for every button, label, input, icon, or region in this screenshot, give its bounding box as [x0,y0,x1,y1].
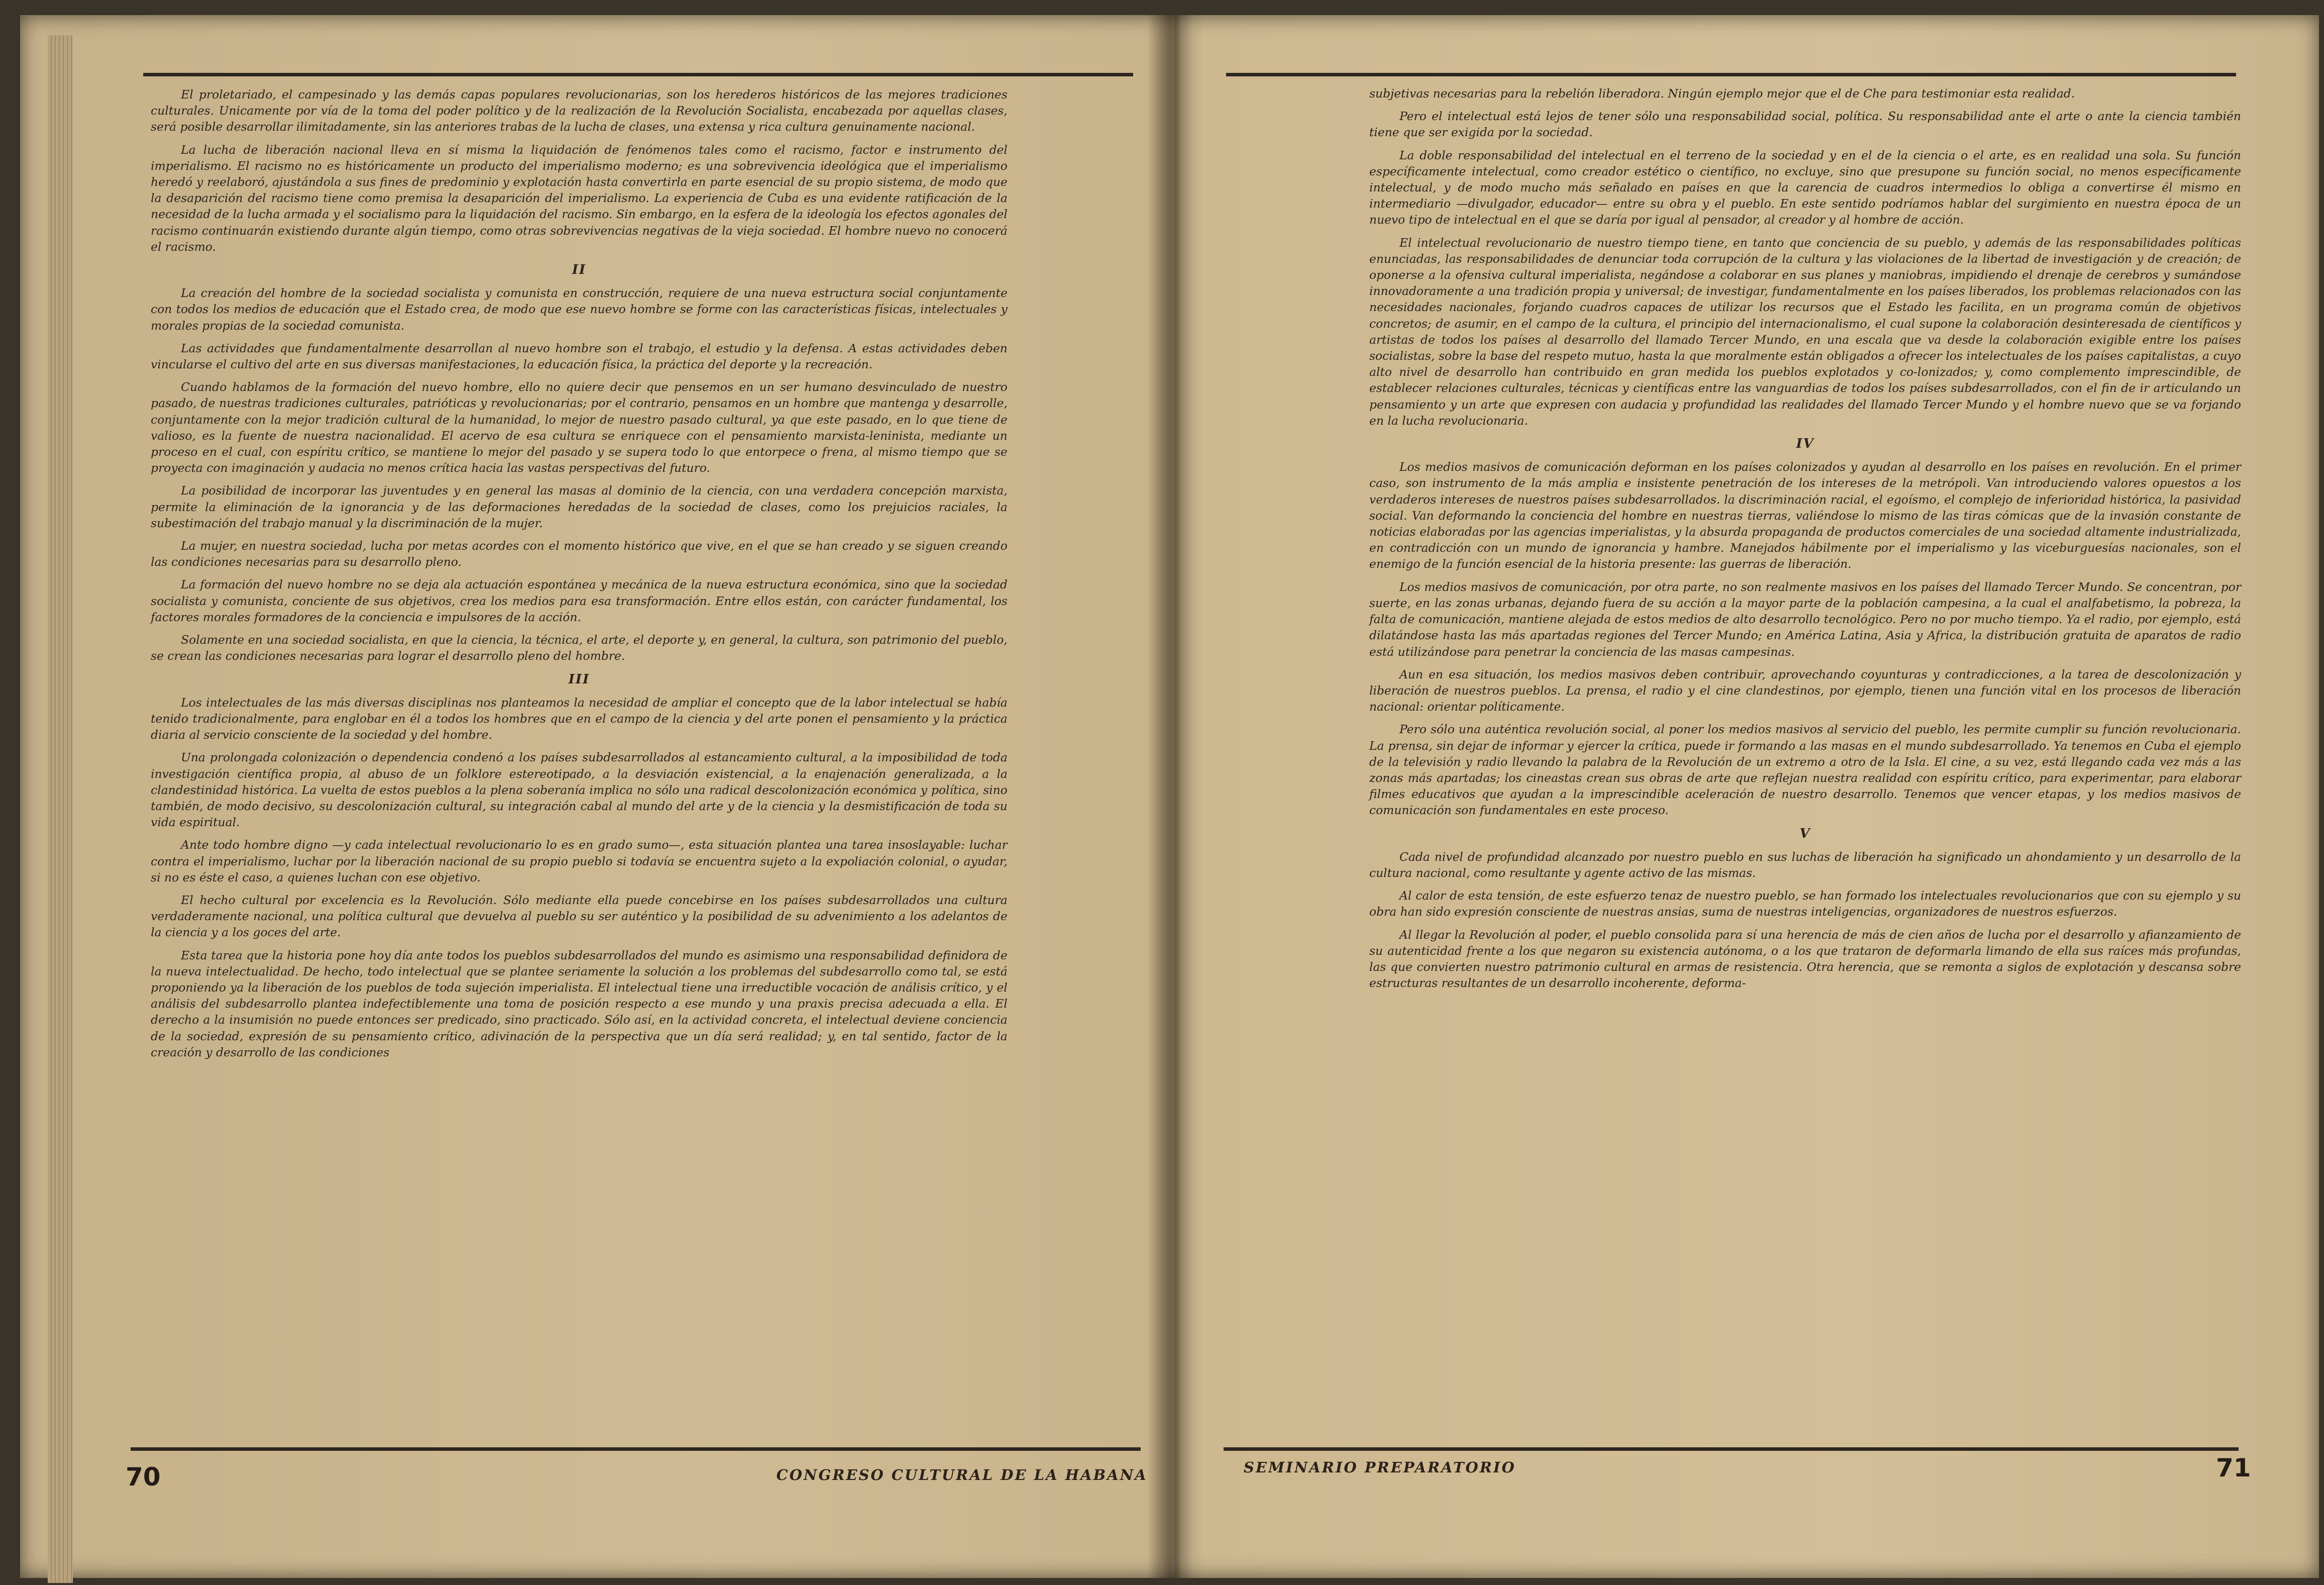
paragraph: Ante todo hombre digno —y cada intelectual revolucionario lo es en grado sumo—, esta situación plantea una tarea insoslayable: luchar contra el imperialismo, luchar por la liberación nacional de su propio pueblo si todavía se encuentra sujeto a la expoliación colonial, o ayudar, si no es éste el caso, a quienes luchan con ese objetivo. [151,838,1007,884]
paragraph: La formación del nuevo hombre no se deja ala actuación espontánea y mecánica de la nueva estructura económica, sino que la sociedad socialista y comunista, conciente de sus objetivos, crea los medios para esa transformación. Entre ellos están, con carácter fundamental, los factores morales formadores de la conciencia e impulsores de la acción. [151,577,1007,624]
running-footer-right: SEMINARIO PREPARATORIO [1244,1459,1516,1476]
paragraph: Una prolongada colonización o dependencia condenó a los países subdesarrollados al estancamiento cultural, a la imposibilidad de toda investigación científica propia, al abuso de un folklore estereotipado, a la desviación existencial, a la enajenación generalizada, a la clandestinidad histórica. La vuelta de estos pueblos a la plena soberanía implica no sólo una radical descolonización económica y política, sino también, de modo decisivo, su descolonización cultural, su integración cabal al mundo del arte y de la ciencia y la desmistificación de toda su vida espiritual. [151,750,1007,830]
section-heading-iv: IV [1796,436,1814,452]
top-rule [1226,73,2236,76]
paragraph: La lucha de liberación nacional lleva en sí misma la liquidación de fenómenos tales como el racismo, factor e instrumento del imperialismo. El racismo no es históricamente un producto del imperialismo moderno; es una sobrevivencia ideológica que el imperialismo heredó y reelaboró, ajustándola a sus fines de predominio y explotación hasta convertirla en parte esencial de su propio sistema, de modo que la desaparición del racismo tiene como premisa la desaparición del imperialismo. La experiencia de Cuba es una evidente ratificación de la necesidad de la lucha armada y el socialismo para la liquidación del racismo. Sin embargo, en la esfera de la ideología los efectos agonales del racismo continuarán existiendo durante algún tiempo, como otras sobrevivencias negativas de la vieja sociedad. El hombre nuevo no conocerá el racismo. [151,142,1007,254]
paragraph: El hecho cultural por excelencia es la Revolución. Sólo mediante ella puede concebirse en los países subdesarrollados una cultura verdaderamente nacional, una política cultural que devuelva al pueblo su ser auténtico y la posibilidad de su advenimiento a los adelantos de la ciencia y a los goces del arte. [151,893,1007,940]
left-page-text [151,86,1007,1067]
paragraph: La posibilidad de incorporar las juventudes y en general las masas al dominio de la ciencia, con una verdadera concepción marxista, permite la eliminación de la ignorancia y de las deformaciones heredadas de la sociedad de clases, como los prejuicios raciales, la subestimación del trabajo manual y la discriminación de la mujer. [151,483,1007,530]
paragraph: Cuando hablamos de la formación del nuevo hombre, ello no quiere decir que pensemos en un ser humano desvinculado de nuestro pasado, de nuestras tradiciones culturales, patrióticas y revolucionarias; por el contrario, pensamos en un hombre que mantenga y desarrolle, conjuntamente con la mejor tradición cultural de la humanidad, lo mejor de nuestro pasado cultural, ya que este pasado, en lo que tiene de valioso, es la fuente de nuestra nacionalidad. El acervo de esa cultura se enriquece con el pensamiento marxista-leninista, mediante un proceso en el cual, con espíritu crítico, se mantiene lo mejor del pasado y se supera todo lo que entorpece o frena, al mismo tiempo que se proyecta con imaginación y audacia no menos crítica hacia las vastas perspectivas del futuro. [151,380,1007,475]
paragraph: Solamente en una sociedad socialista, en que la ciencia, la técnica, el arte, el deporte y, en general, la cultura, son patrimonio del pueblo, se crean las condiciones necesarias para lograr el desarrollo pleno del hombre. [151,633,1007,663]
paragraph: Cada nivel de profundidad alcanzado por nuestro pueblo en sus luchas de liberación ha significado un ahondamiento y un desarrollo de la cultura nacional, como resultante y agente activo de las mismas. [1369,849,2241,880]
paragraph: La doble responsabilidad del intelectual en el terreno de la sociedad y en el de la ciencia o el arte, es en realidad una sola. Su función específicamente intelectual, como creador estético o científico, no excluye, sino que presupone su función social, no menos específicamente intelectual, y de modo mucho más señalado en países en que la carencia de cuadros intermedios lo obliga a convertirse él mismo en intermediario —divulgador, educador— entre su obra y el pueblo. En este sentido podríamos hablar del surgimiento en nuestra época de un nuevo tipo de intelectual en el que se daría por igual al pensador, al creador y al hombre de acción. [1369,148,2241,227]
section-heading-iii: III [568,671,590,687]
paragraph: subjetivas necesarias para la rebelión liberadora. Ningún ejemplo mejor que el de Che para testimoniar esta realidad. [1369,86,2075,101]
paragraph: Esta tarea que la historia pone hoy día ante todos los pueblos subdesarrollados del mundo es asimismo una responsabilidad definidora de la nueva intelectualidad. De hecho, todo intelectual que se plantee seriamente la solución a los problemas del subdesarrollo como tal, se está proponiendo ya la liberación de los pueblos de toda sujeción imperialista. El intelectual tiene una irreductible vocación de análisis crítico, y el análisis del subdesarrollo plantea indefectiblemente una toma de posición respecto a ese mundo y una praxis precisa adecuada a ella. El derecho a la insumisión no puede entonces ser predicado, sino practicado. Sólo así, en la actividad concreta, el intelectual deviene conciencia de la sociedad, expresión de su pensamiento crítico, adivinación de la perspectiva que un día será realidad; y, en tal sentido, factor de la creación y desarrollo de las condiciones [151,948,1007,1059]
left-section-iii [151,695,1007,1060]
paragraph: La mujer, en nuestra sociedad, lucha por metas acordes con el momento histórico que vive, en el que se han creado y se siguen creando las condiciones necesarias para su desarrollo pleno. [151,539,1007,569]
paragraph: Pero sólo una auténtica revolución social, al poner los medios masivos al servicio del pueblo, les permite cumplir su función revolucionaria. La prensa, sin dejar de informar y ejercer la crítica, puede ir formando a las masas en el mundo subdesarrollado. Ya tenemos en Cuba el ejemplo de la televisión y radio llevando la palabra de la Revolución de un extremo a otro de la Isla. El cine, a su vez, está llegando cada vez más a las zonas más apartadas; los cineastas crean sus obras de arte que reflejan nuestra realidad con espíritu crítico, para experimentar, para elaborar filmes educativos que ayudan a la imprescindible aceleración de nuestro desarrollo. Tenemos que vencer etapas, y los medios masivos de comunicación son fundamentales en este proceso. [1369,722,2241,818]
book-spread [20,15,2319,1578]
paragraph: Pero el intelectual está lejos de tener sólo una responsabilidad social, política. Su responsabilidad ante el arte o ante la ciencia también tiene que ser exigida por la sociedad. [1369,109,2241,140]
paragraph: Los medios masivos de comunicación deforman en los países colonizados y ayudan al desarrollo en los países en revolución. En el primer caso, son instrumento de la más amplia e insistente penetración de los intereses de la metrópoli. Van introduciendo valores opuestos a los verdaderos intereses de nuestros países subdesarrollados. la discriminación racial, el egoísmo, el complejo de inferioridad histórica, la pasividad social. Van deformando la conciencia del hombre en nuestras tierras, valiéndose lo mismo de las tiras cómicas que de la invasión constante de noticias elaboradas por las agencias imperialistas, y la absurda propaganda de productos comerciales de una sociedad altamente industrializada, en contradicción con un mundo de ignorancia y hambre. Manejados hábilmente por el imperialismo y las viceburguesías nacionales, son el enemigo de la función esencial de la historia presente: las guerras de liberación. [1369,460,2241,571]
paragraph: Las actividades que fundamentalmente desarrollan al nuevo hombre son el trabajo, el estudio y la defensa. A estas actividades deben vincularse el cultivo del arte en sus diversas manifestaciones, la educación física, la práctica del deporte y la recreación. [151,341,1007,372]
paragraph: Los medios masivos de comunicación, por otra parte, no son realmente masivos en los países del llamado Tercer Mundo. Se concentran, por suerte, en las zonas urbanas, dejando fuera de su acción a la mayor parte de la población campesina, a la cual el analfabetismo, la pobreza, la falta de comunicación, mantiene alejada de estos medios de alto desarrollo tecnológico. Pero no por mucho tiempo. Ya el radio, por ejemplo, está dilatándose hasta las más apartadas regiones del Tercer Mundo; en América Latina, Asia y Africa, la distribución gratuita de aparatos de radio está utilizándose para penetrar la conciencia de las masas campesinas. [1369,579,2241,659]
paragraph: Al llegar la Revolución al poder, el pueblo consolida para sí una herencia de más de cien años de lucha por el desarrollo y afianzamiento de su autenticidad frente a los que negaron su existencia autónoma, o a los que trataron de deformarla limando de ella sus raíces más profundas, las que convierten nuestro patrimonio cultural en armas de resistencia. Otra herencia, que se remonta a siglos de explotación y descansa sobre estructuras resultantes de un desarrollo incoherente, deforma- [1369,927,2241,990]
left-section-intro [151,86,1007,255]
paragraph: Al calor de esta tensión, de este esfuerzo tenaz de nuestro pueblo, se han formado los intelectuales revolucionarios que con su ejemplo y su obra han sido expresión consciente de nuestras ansias, suma de nuestras inteligencias, organizadores de nuestros esfuerzos. [1369,888,2241,919]
page-number-left: 70 [126,1462,161,1492]
bottom-rule [1224,1447,2239,1451]
right-section-intro [1369,85,2241,429]
right-page [1176,15,2319,1578]
running-footer-left: CONGRESO CULTURAL DE LA HABANA [776,1466,1148,1483]
right-page-text [1369,85,2241,998]
left-section-ii [151,285,1007,664]
right-section-iv [1369,459,2241,818]
paragraph: La creación del hombre de la sociedad socialista y comunista en construcción, requiere de una nueva estructura social conjuntamente con todos los medios de educación que el Estado crea, de modo que ese nuevo hombre se forme con las características físicas, intelectuales y morales propias de la sociedad comunista. [151,286,1007,333]
paragraph: Los intelectuales de las más diversas disciplinas nos planteamos la necesidad de ampliar el concepto que de la labor intelectual se había tenido tradicionalmente, para englobar en él a todos los hombres que en el campo de la ciencia y del arte ponen el pensamiento y la práctica diaria al servicio consciente de la sociedad y del hombre. [151,695,1007,742]
page-number-right: 71 [2216,1453,2251,1482]
right-section-v [1369,849,2241,992]
section-heading-ii: II [572,262,586,278]
top-rule [143,73,1133,76]
paragraph: El proletariado, el campesinado y las demás capas populares revolucionarias, son los herederos históricos de las mejores tradiciones culturales. Unicamente por vía de la toma del poder político y de la realización de la Revolución Socialista, encabezada por aquellas clases, será posible desarrollar ilimitadamente, sin las anteriores trabas de la lucha de clases, una extensa y rica cultura genuinamente nacional. [151,87,1007,134]
paragraph: El intelectual revolucionario de nuestro tiempo tiene, en tanto que conciencia de su pueblo, y además de las responsabilidades políticas enunciadas, las responsabilidades de denunciar toda corrupción de la cultura y las violaciones de la libertad de investigación y de creación; de oponerse a la ofensiva cultural imperialista, negándose a colaborar en sus planes y maniobras, impidiendo el drenaje de cerebros y sumándose innovadoramente a una tradición propia y universal; de investigar, fundamentalmente en los países liberados, los problemas relacionados con las necesidades nacionales, forjando cuadros capaces de utilizar los recursos que el Estado les facilita, en un programa común de objetivos concretos; de asumir, en el campo de la cultura, el principio del internacionalismo, el cual supone la colaboración desinteresada de científicos y artistas de todos los países al desarrollo del llamado Tercer Mundo, en una escala que va desde la colaboración exigible entre los países socialistas, sobre la base del respeto mutuo, hasta la que moralmente están obligados a ofrecer los intelectuales de los países capitalistas, a cuyo alto nivel de desarrollo han contribuido en gran medida los pueblos explotados y co-lonizados; y, como complemento imprescindible, de establecer relaciones culturales, técnicas y científicas entre las vanguardias de todos los países subdesarrollados, con el fin de ir articulando un pensamiento y un arte que expresen con audacia y profundidad las realidades del llamado Tercer Mundo y el hombre nuevo que se va forjando en la lucha revolucionaria. [1369,235,2241,428]
bottom-rule [131,1447,1141,1451]
paragraph: Aun en esa situación, los medios masivos deben contribuir, aprovechando coyunturas y contradicciones, a la tarea de descolonización y liberación de nuestros pueblos. La prensa, el radio y el cine clandestinos, por ejemplo, tienen una función vital en los procesos de liberación nacional: orientar políticamente. [1369,667,2241,714]
left-page [20,15,1171,1578]
section-heading-v: V [1799,826,1811,841]
